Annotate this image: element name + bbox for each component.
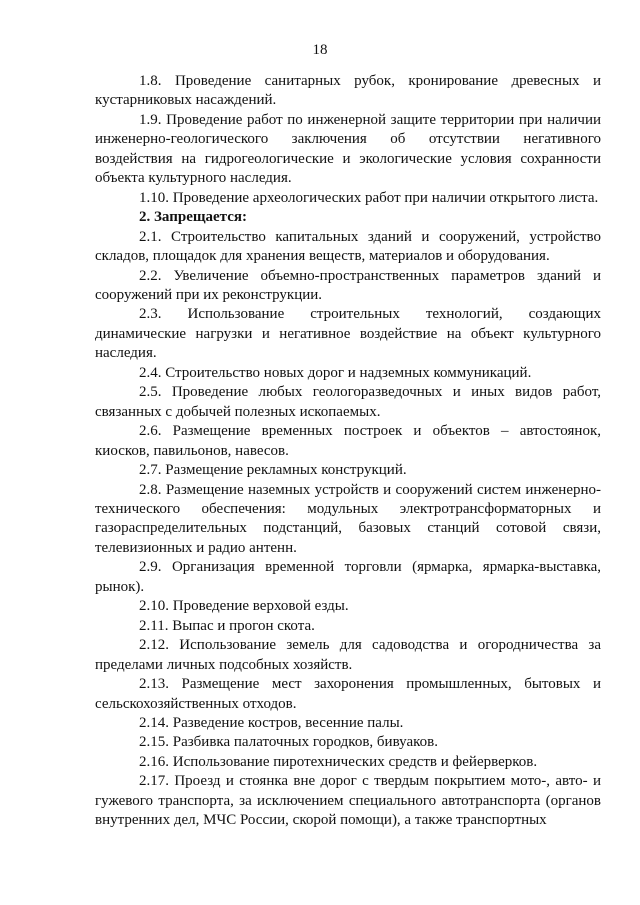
paragraph-2-7: 2.7. Размещение рекламных конструкций. (139, 462, 407, 479)
paragraph-1-9: 1.9. Проведение работ по инженерной защите территории при наличии инженерно-геологического заключения об отсутствии негативного воздействия на гидрогеологические и экологические условия сохранности объекта культурного наследия. (95, 111, 601, 187)
paragraph-2-6: 2.6. Размещение временных построек и объектов – автостоянок, киосков, павильонов, навесов. (95, 423, 601, 459)
paragraph-2-14: 2.14. Разведение костров, весенние палы. (139, 714, 404, 731)
paragraph-2-8: 2.8. Размещение наземных устройств и сооружений систем инженерно-технического обеспечения: модульных электротрансформаторных и газораспределительных подстанций, базовых станций сотовой связи, телевизионных и радио антенн. (95, 481, 601, 556)
paragraph-2-12: 2.12. Использование земель для садоводства и огородничества за пределами личных подсобных хозяйств. (95, 637, 601, 673)
paragraph-2-10: 2.10. Проведение верховой езды. (139, 598, 349, 615)
paragraph-2-4: 2.4. Строительство новых дорог и надземных коммуникаций. (139, 364, 532, 381)
paragraph-1-8: 1.8. Проведение санитарных рубок, кронирование древесных и кустарниковых насаждений. (95, 73, 601, 109)
page-number: 18 (312, 42, 328, 58)
paragraph-2-13: 2.13. Размещение мест захоронения промышленных, бытовых и сельскохозяйственных отходов. (95, 676, 601, 712)
document-body (95, 72, 601, 831)
section-heading-2: 2. Запрещается: (139, 209, 248, 226)
paragraph-2-5: 2.5. Проведение любых геологоразведочных и иных видов работ, связанных с добычей полезных ископаемых. (95, 384, 601, 420)
paragraph-2-9: 2.9. Организация временной торговли (ярмарка, ярмарка-выставка, рынок). (95, 559, 601, 595)
paragraph-2-3: 2.3. Использование строительных технологий, создающих динамические нагрузки и негативное воздействие на объект культурного наследия. (95, 306, 601, 362)
paragraph-2-17: 2.17. Проезд и стоянка вне дорог с твердым покрытием мото-, авто- и гужевого транспорта, за исключением специального автотранспорта (органов внутренних дел, МЧС России, скорой помощи), а также транспортных (95, 773, 601, 829)
paragraph-2-16: 2.16. Использование пиротехнических средств и фейерверков. (139, 753, 538, 770)
paragraph-2-2: 2.2. Увеличение объемно-пространственных параметров зданий и сооружений при их реконструкции. (95, 267, 601, 303)
paragraph-2-15: 2.15. Разбивка палаточных городков, бивуаков. (139, 734, 438, 751)
paragraph-2-1: 2.1. Строительство капитальных зданий и сооружений, устройство складов, площадок для хранения веществ, материалов и оборудования. (95, 228, 601, 265)
paragraph-2-11: 2.11. Выпас и прогон скота. (139, 617, 315, 634)
paragraph-1-10: 1.10. Проведение археологических работ при наличии открытого листа. (139, 189, 599, 206)
